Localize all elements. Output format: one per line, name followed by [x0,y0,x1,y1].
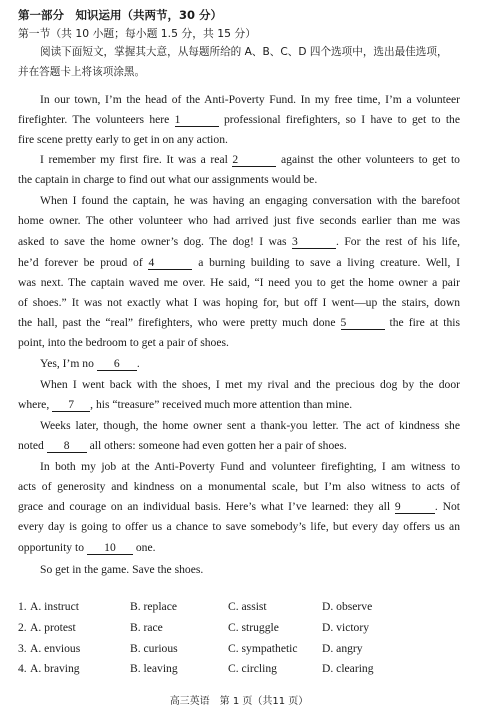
option-c: C. circling [228,662,277,675]
passage-line: the captain in charge to find out what our assignments would be. [18,173,318,186]
blank-5: 5 [341,317,385,330]
part-title: 第一部分 知识运用（共两节，30 分） [18,8,223,22]
option-a: A. protest [30,621,76,634]
option-b: B. replace [130,600,177,613]
passage-line: So get in the game. Save the shoes. [40,563,204,576]
option-b: B. curious [130,642,178,655]
passage-line: firefighter. The volunteers here 1 professional firefighters, so I have to get to the [18,113,460,126]
option-a: A. braving [30,662,80,675]
passage-line: grace and courage on an individual basis. Here’s what I’ve learned: they all 9 . Not [18,500,460,513]
option-a: A. envious [30,642,81,655]
blank-1: 1 [175,114,219,127]
instructions-line-2: 并在答题卡上将该项涂黑。 [18,66,146,78]
passage-line: of shoes.” It was not exactly what I was hoping for, but off I went—up the stairs, down [18,296,460,309]
blank-6: 6 [97,358,137,371]
blank-4: 4 [148,257,192,270]
option-c: C. struggle [228,621,279,634]
passage-line: asked to save the home owner’s dog. The dog! I was 3 . For the rest of his life, [18,235,460,248]
option-c: C. assist [228,600,267,613]
blank-2: 2 [232,154,276,167]
blank-8: 8 [47,440,87,453]
passage-line: he’d forever be proud of 4 a burning building to save a living creature. Well, I [18,256,460,269]
passage-line: I remember my first fire. It was a real 2 against the other volunteers to get to [40,153,460,166]
passage-line: In both my job at the Anti-Poverty Fund and volunteer firefighting, I am witness to [40,460,460,473]
passage-line: point, into the bedroom to get a pair of shoes. [18,336,229,349]
question-number: 4. [18,662,27,675]
option-d: D. clearing [322,662,374,675]
passage-line: was next. The captain waved me over. He said, “I need you to get the home owner a pair [18,276,460,289]
passage-line: home owner. The other volunteer who had arrived just five seconds earlier than me was [18,214,460,227]
passage-line: acts of generosity and kindness on a monumental scale, but I’m also witness to acts of [18,480,460,493]
passage-line: When I went back with the shoes, I met my rival and the precious dog by the door [40,378,460,391]
passage-line: Yes, I’m no 6 . [40,357,140,370]
question-number: 2. [18,621,27,634]
passage-line: the hall, past the “real” firefighters, who were pretty much done 5 the fire at this [18,316,460,329]
instructions-line-1: 阅读下面短文，掌握其大意，从每题所给的 A、B、C、D 四个选项中，选出最佳选项， [40,46,448,58]
option-b: B. race [130,621,163,634]
passage-line: where, 7 , his “treasure” received much more attention than mine. [18,398,353,411]
option-d: D. observe [322,600,373,613]
page-footer: 高三英语 第 1 页（共11 页） [169,696,309,707]
blank-3: 3 [292,236,336,249]
passage-line: opportunity to 10 one. [18,541,156,554]
passage-line: noted 8 all others: someone had even gotten her a pair of shoes. [18,439,347,452]
blank-7: 7 [52,399,90,412]
blank-10: 10 [87,542,133,555]
passage-line: Weeks later, though, the home owner sent a thank-you letter. The act of kindness she [40,419,460,432]
option-a: A. instruct [30,600,79,613]
passage-line: every day is going to offer us a chance to save somebody’s life, but every day offers us an [18,520,460,533]
option-b: B. leaving [130,662,178,675]
blank-9: 9 [395,501,435,514]
question-number: 3. [18,642,27,655]
passage-line: In our town, I’m the head of the Anti-Poverty Fund. In my free time, I’m a volunteer [40,93,460,106]
option-c: C. sympathetic [228,642,298,655]
question-number: 1. [18,600,27,613]
section-title: 第一节（共 10 小题；每小题 1.5 分，共 15 分） [18,27,256,40]
option-d: D. angry [322,642,363,655]
passage-line: When I found the captain, he was having an engaging conversation with the barefoot [40,194,460,207]
option-d: D. victory [322,621,370,634]
passage-line: fire scene pretty early to get in on any action. [18,133,228,146]
